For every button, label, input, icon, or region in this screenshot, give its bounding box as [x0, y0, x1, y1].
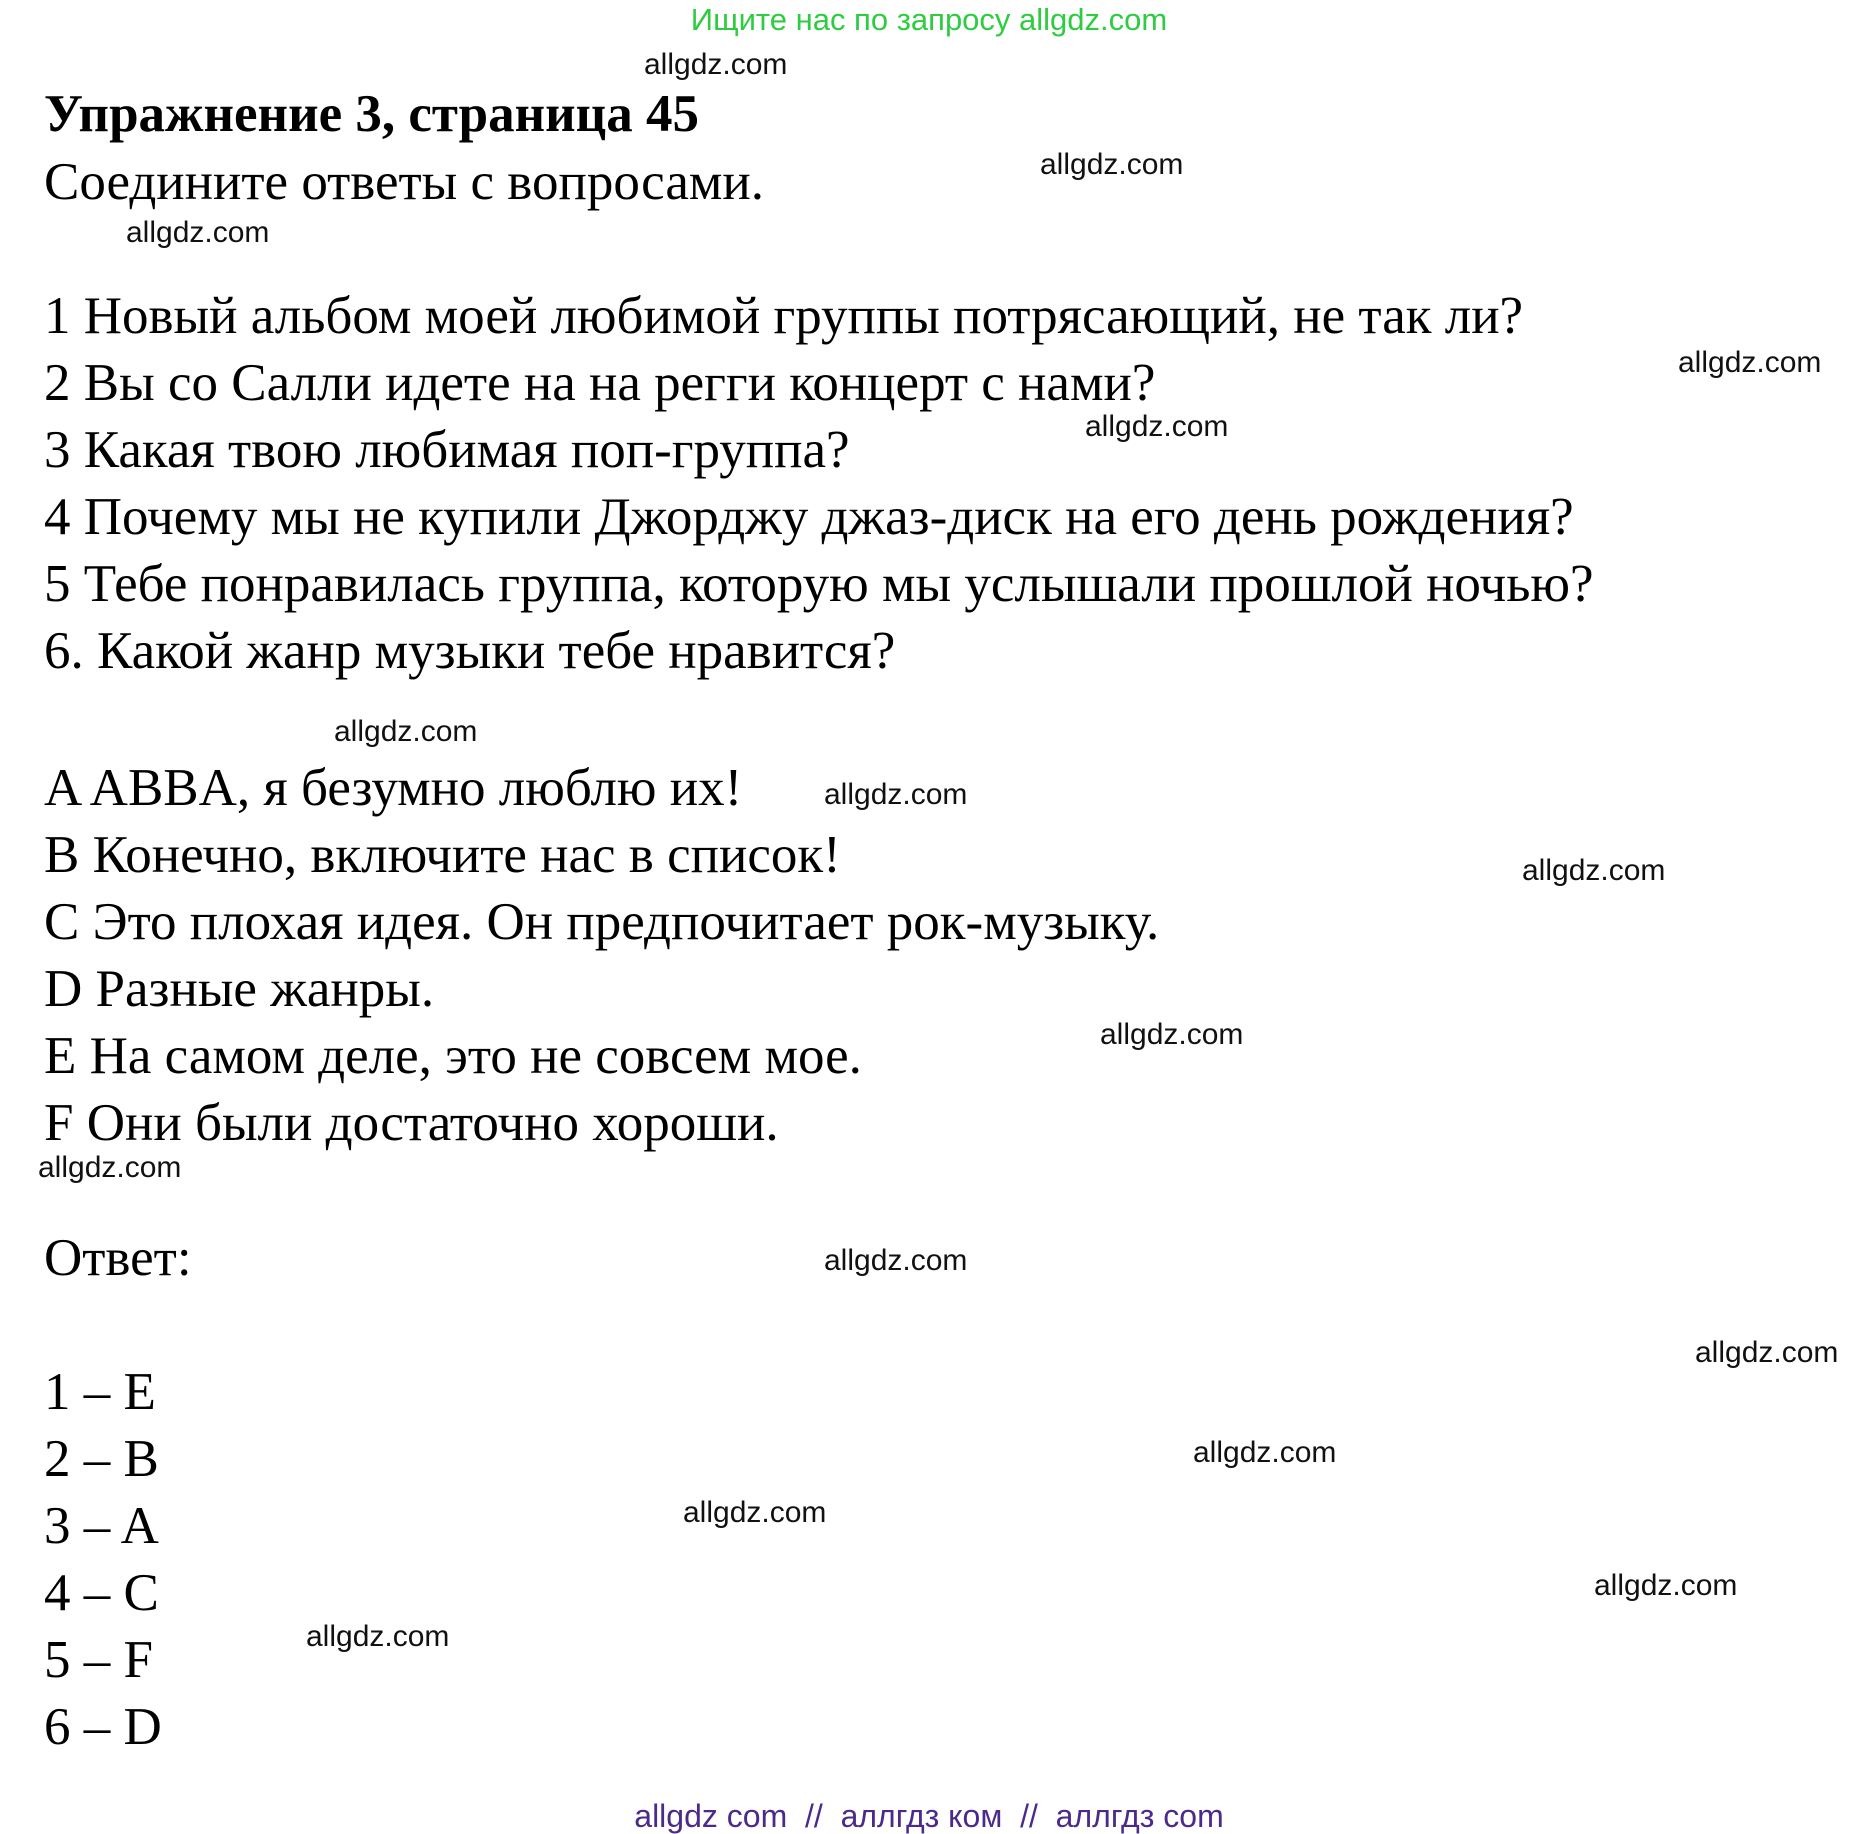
question-item: 2 Вы со Салли идете на на регги концерт с нами? [44, 354, 1156, 412]
option-item: A ABBA, я безумно люблю их! [44, 759, 743, 817]
watermark: allgdz.com [38, 1151, 182, 1184]
watermark: allgdz.com [1085, 410, 1229, 443]
question-item: 3 Какая твою любимая поп-группа? [44, 421, 850, 479]
option-item: B Конечно, включите нас в список! [44, 826, 841, 884]
option-item: C Это плохая идея. Он предпочитает рок-музыку. [44, 893, 1160, 951]
watermark: allgdz.com [683, 1496, 827, 1529]
watermark: allgdz.com [1678, 346, 1822, 379]
watermark: allgdz.com [1695, 1336, 1839, 1369]
answer-item: 3 – A [44, 1497, 159, 1555]
answer-item: 1 – E [44, 1363, 156, 1421]
watermark: allgdz.com [1522, 854, 1666, 887]
top-banner: Ищите нас по запросу allgdz.com [690, 2, 1168, 37]
option-item: F Они были достаточно хороши. [44, 1094, 779, 1152]
question-item: 6. Какой жанр музыки тебе нравится? [44, 622, 896, 680]
option-item: E На самом деле, это не совсем мое. [44, 1027, 862, 1085]
watermark: allgdz.com [306, 1620, 450, 1653]
watermark: allgdz.com [126, 216, 270, 249]
answer-item: 2 – B [44, 1430, 159, 1488]
watermark: allgdz.com [824, 1244, 968, 1277]
answer-item: 4 – C [44, 1564, 159, 1622]
watermark: allgdz.com [824, 778, 968, 811]
watermark: allgdz.com [1040, 148, 1184, 181]
watermark: allgdz.com [1594, 1569, 1738, 1602]
watermark: allgdz.com [1100, 1018, 1244, 1051]
answer-item: 5 – F [44, 1631, 153, 1689]
footer-links: allgdz com // аллгдз ком // аллгдз com [634, 1798, 1224, 1834]
answer-heading: Ответ: [44, 1229, 192, 1287]
watermark: allgdz.com [644, 48, 788, 81]
question-item: 1 Новый альбом моей любимой группы потрясающий, не так ли? [44, 287, 1524, 345]
exercise-title: Упражнение 3, страница 45 [44, 85, 699, 143]
watermark: allgdz.com [334, 715, 478, 748]
question-item: 4 Почему мы не купили Джорджу джаз-диск на его день рождения? [44, 488, 1574, 546]
answer-item: 6 – D [44, 1698, 162, 1756]
watermark: allgdz.com [1193, 1436, 1337, 1469]
instruction: Соедините ответы с вопросами. [44, 153, 765, 211]
option-item: D Разные жанры. [44, 960, 435, 1018]
question-item: 5 Тебе понравилась группа, которую мы услышали прошлой ночью? [44, 555, 1594, 613]
